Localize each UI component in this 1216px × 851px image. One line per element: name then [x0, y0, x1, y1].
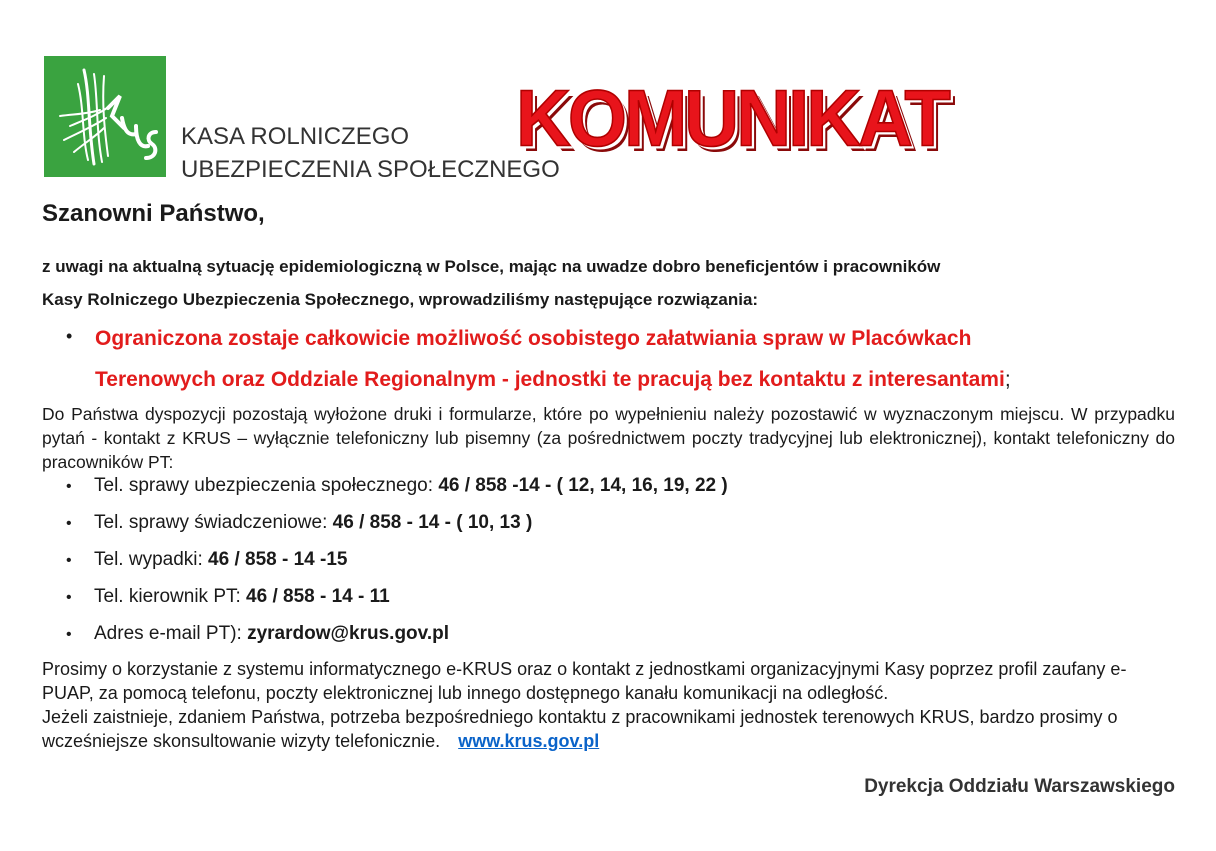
bullet-icon: •	[66, 515, 72, 532]
contact-item	[66, 547, 347, 574]
org-name-line-2: UBEZPIECZENIA SPOŁECZNEGO	[181, 156, 560, 183]
intro-text	[42, 250, 1182, 316]
contact-item	[66, 584, 390, 611]
contact-value: 46 / 858 -14 - ( 12, 14, 16, 19, 22 )	[438, 475, 728, 496]
krus-logo-icon	[44, 56, 166, 177]
notice-line-2: Terenowych oraz Oddziale Regionalnym - jednostki te pracują bez kontaktu z interesantami	[95, 368, 1005, 391]
intro-line-2: Kasy Rolniczego Ubezpieczenia Społecznego, wprowadziliśmy następujące rozwiązania:	[42, 290, 759, 309]
notice-line-1: Ograniczona zostaje całkowicie możliwość osobistego załatwiania spraw w Placówkach	[95, 327, 972, 350]
contact-item	[66, 621, 449, 648]
contact-label: Adres e-mail PT):	[94, 623, 248, 644]
organization-name	[181, 120, 560, 186]
bullet-icon: •	[66, 626, 72, 643]
closing-line-1: Prosimy o korzystanie z systemu informatycznego e-KRUS oraz o kontakt z jednostkami organizacyjnymi Kasy poprzez profil zaufany e-PUAP, za pomocą telefonu, poczty elektronicznej lub innego dostępnego kanału komunikacji na odległość.	[42, 659, 1127, 703]
contact-value: 46 / 858 - 14 - ( 10, 13 )	[332, 512, 533, 533]
bullet-icon: •	[66, 478, 72, 495]
contact-value: 46 / 858 - 14 -15	[208, 549, 348, 570]
contact-item	[66, 473, 728, 500]
closing-line-2: Jeżeli zaistnieje, zdaniem Państwa, potrzeba bezpośredniego kontaktu z pracownikami jednostek terenowych KRUS, bardzo prosimy o wcześniejsze skonsultowanie wizyty telefonicznie.	[42, 707, 1118, 751]
signature: Dyrekcja Oddziału Warszawskiego	[864, 776, 1175, 797]
intro-line-1: z uwagi na aktualną sytuację epidemiologiczną w Polsce, mając na uwadze dobro beneficjentów i pracowników	[42, 257, 941, 276]
notice-banner-title: KOMUNIKAT	[516, 74, 948, 164]
contact-label: Tel. wypadki:	[94, 549, 209, 570]
contact-item	[66, 510, 532, 537]
website-link[interactable]: www.krus.gov.pl	[458, 731, 600, 751]
bullet-icon: •	[66, 589, 72, 606]
bullet-icon: •	[66, 552, 72, 569]
contact-label: Tel. sprawy świadczeniowe:	[94, 512, 333, 533]
contact-value: 46 / 858 - 14 - 11	[246, 586, 390, 607]
closing-text	[42, 657, 1177, 753]
email-address[interactable]: zyrardow@krus.gov.pl	[247, 623, 449, 644]
notice-end: ;	[1004, 368, 1011, 391]
greeting: Szanowni Państwo,	[42, 200, 265, 227]
contact-label: Tel. kierownik PT:	[94, 586, 247, 607]
bullet-icon: •	[66, 326, 73, 346]
contact-label: Tel. sprawy ubezpieczenia społecznego:	[94, 475, 439, 496]
org-name-line-1: KASA ROLNICZEGO	[181, 123, 410, 150]
instructions-paragraph: Do Państwa dyspozycji pozostają wyłożone druki i formularze, które po wypełnieniu należy pozostawić w wyznaczonym miejscu. W przypadku pytań - kontakt z KRUS – wyłącznie telefoniczny lub pisemny (za pośrednictwem poczty tradycyjnej lub elektronicznej), kontakt telefoniczny do pracowników PT:	[42, 404, 1175, 472]
